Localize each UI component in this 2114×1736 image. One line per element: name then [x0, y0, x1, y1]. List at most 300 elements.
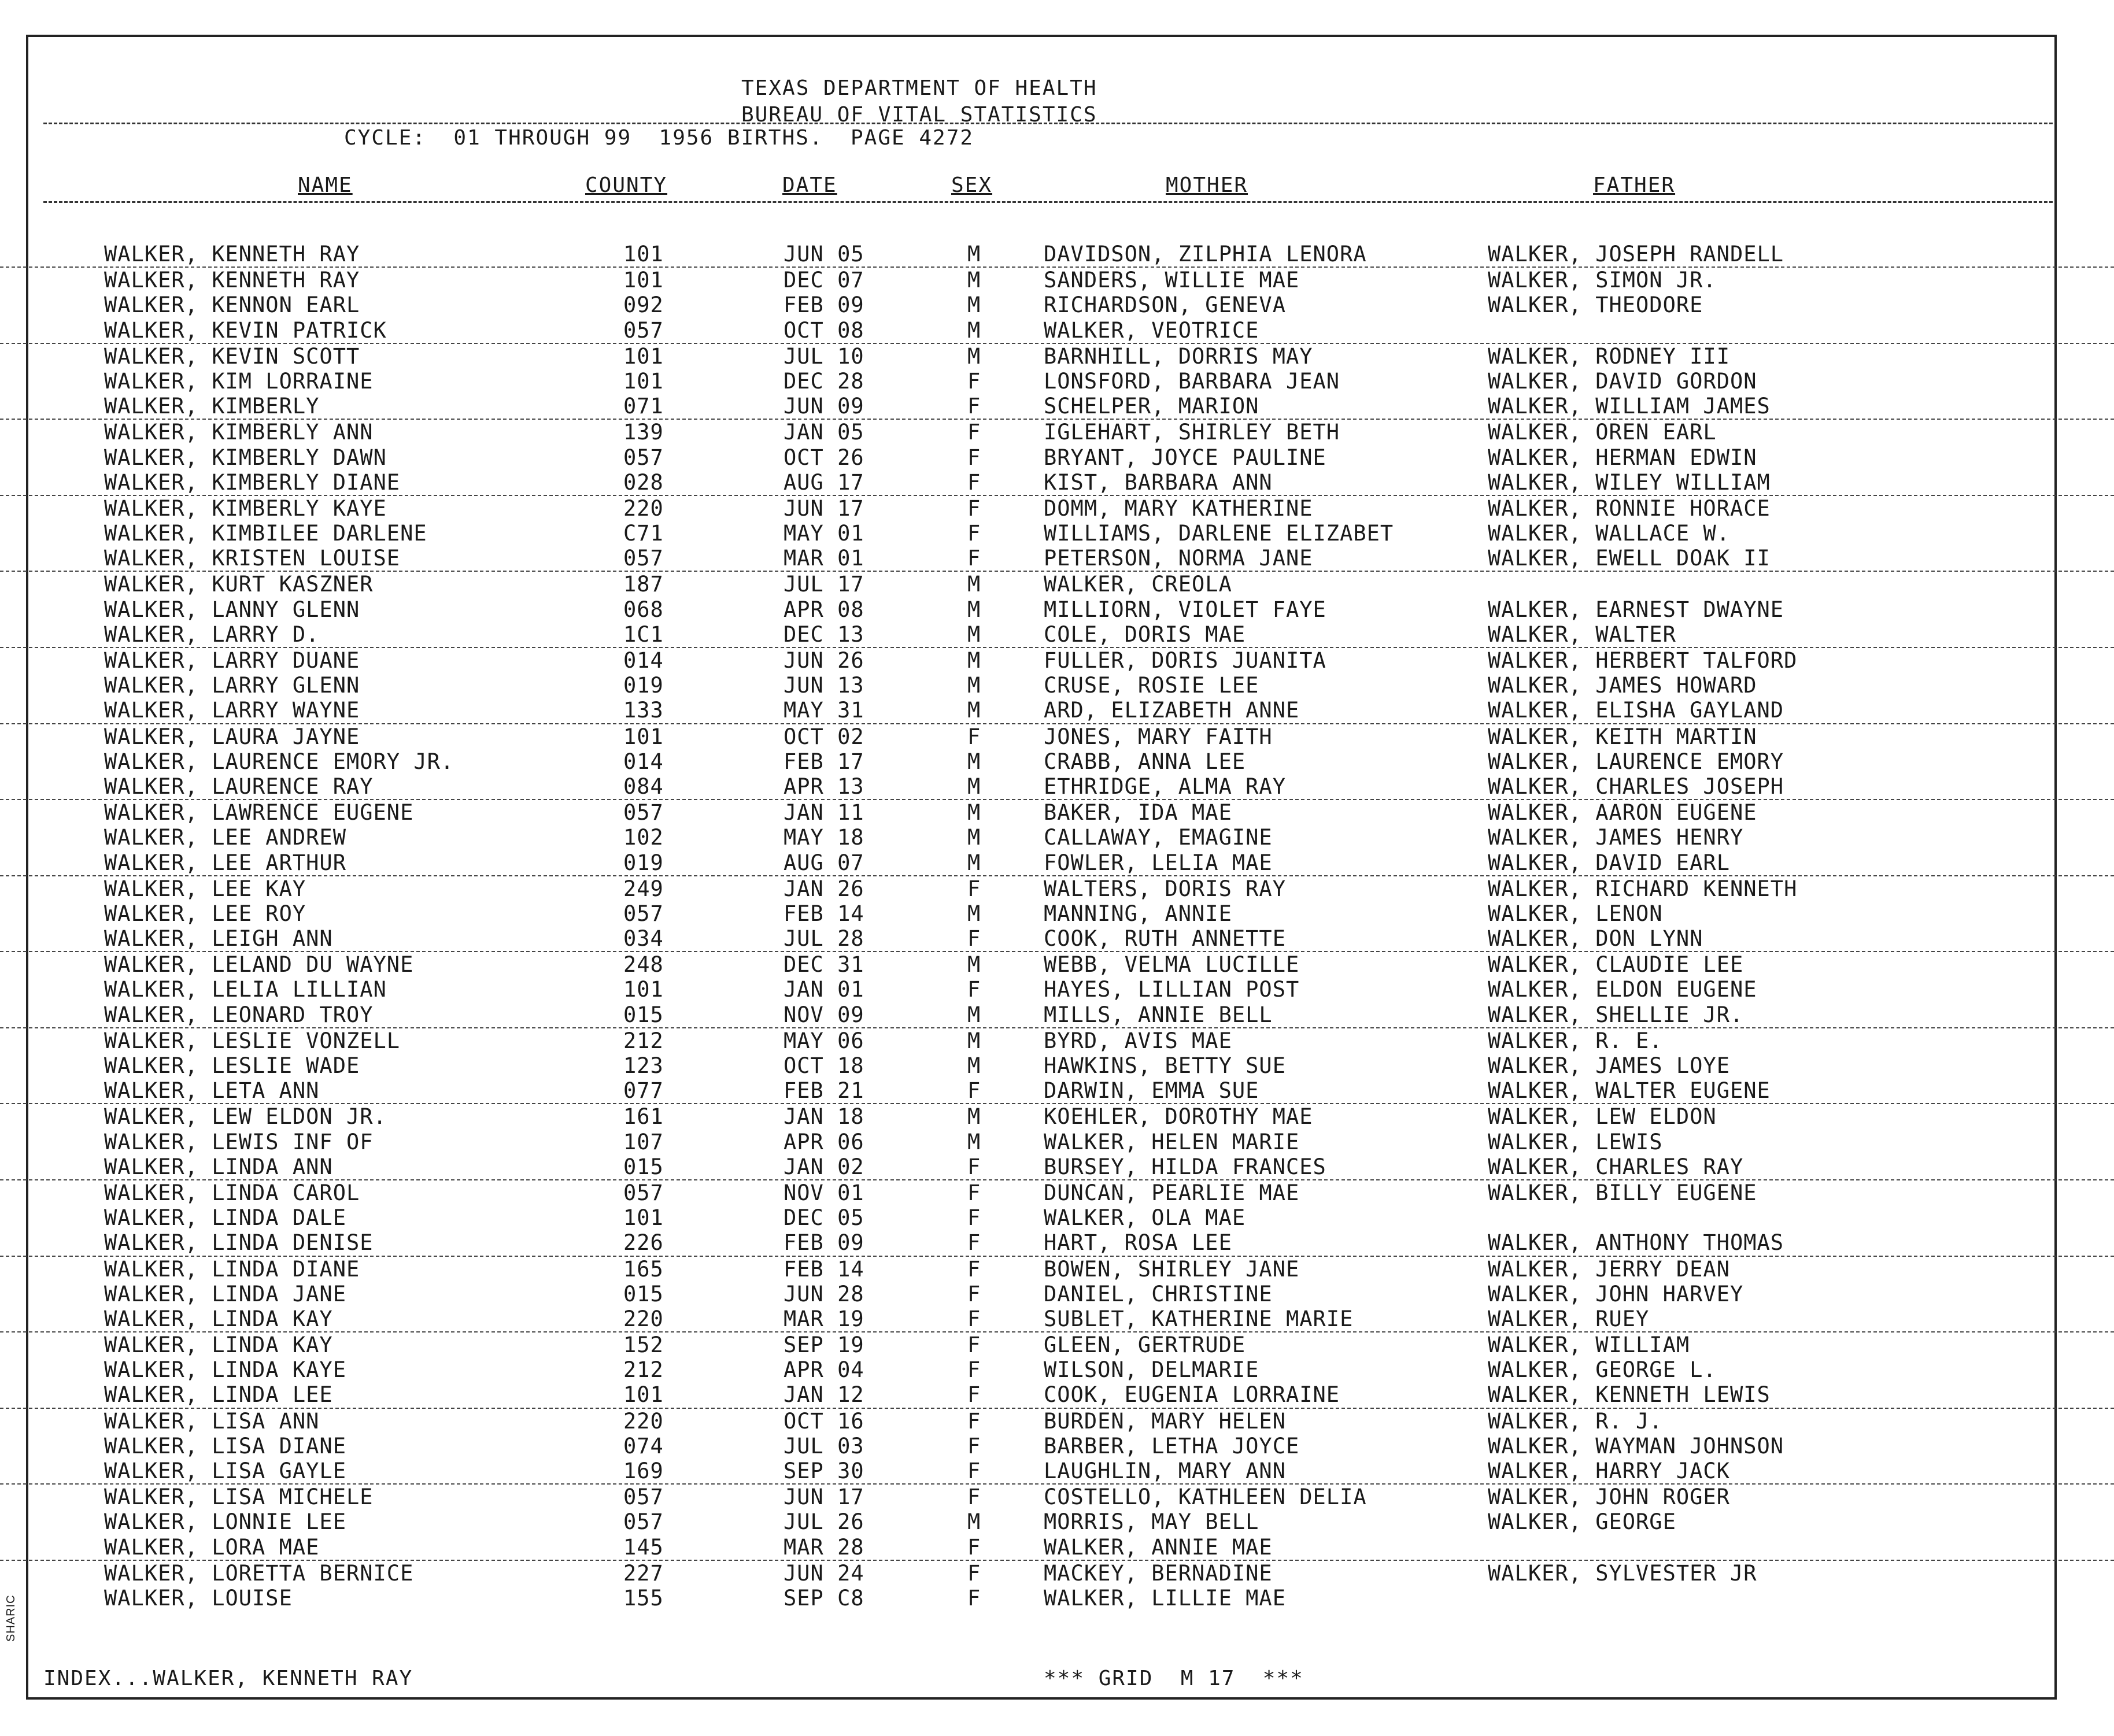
record-father: WALKER, SHELLIE JR. [1488, 1002, 1744, 1027]
record-father: WALKER, RICHARD KENNETH [1488, 876, 1798, 901]
record-sex: M [967, 317, 981, 343]
record-mother: BURSEY, HILDA FRANCES [1044, 1154, 1326, 1179]
record-father: WALKER, CHARLES RAY [1488, 1154, 1744, 1179]
record-mother: WALKER, ANNIE MAE [1044, 1534, 1273, 1560]
record-mother: HART, ROSA LEE [1044, 1230, 1232, 1256]
record-date: SEP 19 [783, 1332, 864, 1358]
record-county: 139 [623, 420, 664, 445]
record-mother: CRABB, ANNA LEE [1044, 749, 1246, 774]
record-mother: COOK, EUGENIA LORRAINE [1044, 1382, 1340, 1408]
record-name: WALKER, LEWIS INF OF [104, 1129, 374, 1154]
record-name: WALKER, LANNY GLENN [104, 597, 360, 622]
record-father: WALKER, CLAUDIE LEE [1488, 952, 1744, 978]
record-date: OCT 16 [783, 1408, 864, 1434]
record-row [0, 1154, 2114, 1180]
record-name: WALKER, LEE KAY [104, 876, 306, 901]
record-county: 074 [623, 1433, 664, 1459]
record-sex: M [967, 773, 981, 799]
record-date: SEP 30 [783, 1459, 864, 1483]
record-date: SEP C8 [783, 1585, 864, 1611]
record-sex: F [967, 1281, 981, 1306]
record-mother: IGLEHART, SHIRLEY BETH [1044, 420, 1340, 445]
record-county: 123 [623, 1053, 664, 1078]
record-sex: F [967, 445, 981, 470]
record-mother: SANDERS, WILLIE MAE [1044, 268, 1300, 293]
record-sex: F [967, 1357, 981, 1383]
record-county: 226 [623, 1230, 664, 1256]
record-father: WALKER, SIMON JR. [1488, 268, 1717, 293]
record-county: 019 [623, 850, 664, 875]
record-date: JUN 17 [783, 1485, 864, 1510]
record-sex: M [967, 1509, 981, 1535]
footer-grid: *** GRID M 17 *** [1044, 1667, 1304, 1690]
record-sex: F [967, 420, 981, 445]
record-county: 034 [623, 926, 664, 952]
record-father: WALKER, WAYMAN JOHNSON [1488, 1433, 1784, 1459]
record-name: WALKER, KENNETH RAY [104, 268, 360, 293]
record-date: DEC 05 [783, 1205, 864, 1231]
record-father: WALKER, R. J. [1488, 1408, 1663, 1434]
record-mother: WEBB, VELMA LUCILLE [1044, 952, 1300, 978]
record-county: 057 [623, 901, 664, 926]
record-date: OCT 18 [783, 1053, 864, 1078]
record-mother: DANIEL, CHRISTINE [1044, 1281, 1273, 1306]
record-date: DEC 31 [783, 952, 864, 978]
record-county: 101 [623, 242, 664, 266]
record-date: JUL 17 [783, 572, 864, 597]
record-row [0, 1282, 2114, 1306]
record-name: WALKER, KEVIN PATRICK [104, 317, 387, 343]
record-county: 057 [623, 800, 664, 826]
record-sex: F [967, 977, 981, 1002]
record-sex: F [967, 1585, 981, 1611]
record-row [0, 1332, 2114, 1357]
record-county: 101 [623, 1205, 664, 1231]
record-mother: WALKER, HELEN MARIE [1044, 1129, 1300, 1154]
side-mark: SHARIC [5, 1594, 17, 1642]
record-name: WALKER, KIMBERLY [104, 394, 320, 419]
record-date: FEB 09 [783, 293, 864, 318]
record-row [0, 293, 2114, 317]
record-county: 145 [623, 1534, 664, 1560]
record-name: WALKER, LINDA DALE [104, 1205, 346, 1231]
record-date: AUG 17 [783, 469, 864, 495]
record-father: WALKER, WILLIAM JAMES [1488, 394, 1771, 419]
record-sex: F [967, 368, 981, 394]
record-sex: M [967, 1028, 981, 1053]
record-county: 107 [623, 1129, 664, 1154]
record-date: FEB 21 [783, 1078, 864, 1104]
record-sex: F [967, 1433, 981, 1459]
record-row [0, 1205, 2114, 1230]
record-date: JUN 28 [783, 1281, 864, 1306]
record-row [0, 445, 2114, 470]
record-row [0, 572, 2114, 597]
record-mother: DAVIDSON, ZILPHIA LENORA [1044, 242, 1367, 266]
record-father: WALKER, DAVID GORDON [1488, 368, 1757, 394]
record-mother: BARNHILL, DORRIS MAY [1044, 343, 1313, 369]
record-row [0, 1459, 2114, 1485]
record-mother: BAKER, IDA MAE [1044, 800, 1232, 826]
record-row [0, 724, 2114, 749]
record-father: WALKER, DON LYNN [1488, 926, 1703, 952]
record-date: JAN 01 [783, 977, 864, 1002]
record-father: WALKER, ELISHA GAYLAND [1488, 698, 1784, 723]
record-date: JAN 26 [783, 876, 864, 901]
record-mother: MACKEY, BERNADINE [1044, 1560, 1273, 1586]
record-county: 169 [623, 1459, 664, 1483]
record-date: JUN 17 [783, 495, 864, 521]
record-father: WALKER, WILLIAM [1488, 1332, 1690, 1358]
record-father: WALKER, ANTHONY THOMAS [1488, 1230, 1784, 1256]
record-name: WALKER, LELIA LILLIAN [104, 977, 387, 1002]
record-date: MAY 06 [783, 1028, 864, 1053]
record-name: WALKER, KEVIN SCOTT [104, 343, 360, 369]
record-name: WALKER, LORA MAE [104, 1534, 320, 1560]
record-father: WALKER, JOHN HARVEY [1488, 1281, 1744, 1306]
record-father: WALKER, LENON [1488, 901, 1663, 926]
record-father: WALKER, WALLACE W. [1488, 521, 1730, 546]
record-county: 101 [623, 1382, 664, 1408]
record-father: WALKER, OREN EARL [1488, 420, 1717, 445]
record-date: FEB 09 [783, 1230, 864, 1256]
record-county: 014 [623, 648, 664, 673]
year-type: 1956 BIRTHS. [659, 126, 823, 150]
record-date: MAR 01 [783, 546, 864, 571]
record-sex: F [967, 1180, 981, 1205]
record-name: WALKER, KIMBERLY DAWN [104, 445, 387, 470]
record-name: WALKER, LEIGH ANN [104, 926, 333, 952]
col-header-name: NAME [298, 173, 353, 197]
column-header-divider [43, 201, 2053, 203]
record-father: WALKER, HARRY JACK [1488, 1459, 1730, 1483]
record-sex: M [967, 673, 981, 698]
record-county: C71 [623, 521, 664, 546]
record-sex: F [967, 521, 981, 546]
record-sex: M [967, 597, 981, 622]
record-sex: F [967, 1306, 981, 1331]
record-date: DEC 07 [783, 268, 864, 293]
record-county: 1C1 [623, 621, 664, 647]
record-county: 092 [623, 293, 664, 318]
record-father: WALKER, ELDON EUGENE [1488, 977, 1757, 1002]
record-father: WALKER, WILEY WILLIAM [1488, 469, 1771, 495]
record-date: JUN 13 [783, 673, 864, 698]
record-county: 101 [623, 268, 664, 293]
record-date: JUL 28 [783, 926, 864, 952]
record-sex: M [967, 1002, 981, 1027]
header-agency: TEXAS DEPARTMENT OF HEALTH [741, 76, 1097, 100]
record-sex: F [967, 1230, 981, 1256]
record-row [0, 1509, 2114, 1534]
record-row [0, 800, 2114, 825]
record-county: 057 [623, 1509, 664, 1535]
record-row [0, 876, 2114, 901]
record-father: WALKER, JAMES HOWARD [1488, 673, 1757, 698]
record-county: 101 [623, 368, 664, 394]
record-father: WALKER, BILLY EUGENE [1488, 1180, 1757, 1205]
record-name: WALKER, LINDA DIANE [104, 1256, 360, 1282]
record-county: 212 [623, 1028, 664, 1053]
record-sex: F [967, 1560, 981, 1586]
record-name: WALKER, LARRY DUANE [104, 648, 360, 673]
record-row [0, 1257, 2114, 1282]
record-row [0, 242, 2114, 268]
record-name: WALKER, LISA ANN [104, 1408, 320, 1434]
record-name: WALKER, LINDA DENISE [104, 1230, 374, 1256]
record-mother: LONSFORD, BARBARA JEAN [1044, 368, 1340, 394]
record-name: WALKER, KIMBILEE DARLENE [104, 521, 427, 546]
record-name: WALKER, LEE ANDREW [104, 825, 346, 850]
record-father: WALKER, JOSEPH RANDELL [1488, 242, 1784, 266]
record-name: WALKER, LISA DIANE [104, 1433, 346, 1459]
record-county: 015 [623, 1281, 664, 1306]
record-row [0, 521, 2114, 546]
record-name: WALKER, LEE ARTHUR [104, 850, 346, 875]
record-date: OCT 08 [783, 317, 864, 343]
record-father: WALKER, JAMES LOYE [1488, 1053, 1730, 1078]
record-county: 014 [623, 749, 664, 774]
record-name: WALKER, LINDA KAYE [104, 1357, 346, 1383]
record-father: WALKER, EWELL DOAK II [1488, 546, 1771, 571]
record-mother: HAYES, LILLIAN POST [1044, 977, 1300, 1002]
record-sex: F [967, 1485, 981, 1510]
header-divider-top [43, 123, 2053, 124]
record-name: WALKER, LAURA JAYNE [104, 724, 360, 749]
record-father: WALKER, R. E. [1488, 1028, 1663, 1053]
record-name: WALKER, LEE ROY [104, 901, 306, 926]
record-date: JAN 12 [783, 1382, 864, 1408]
record-mother: DOMM, MARY KATHERINE [1044, 495, 1313, 521]
record-mother: CRUSE, ROSIE LEE [1044, 673, 1259, 698]
record-date: NOV 01 [783, 1180, 864, 1205]
record-sex: F [967, 1205, 981, 1231]
record-county: 220 [623, 495, 664, 521]
record-county: 187 [623, 572, 664, 597]
record-date: MAR 28 [783, 1534, 864, 1560]
record-row [0, 344, 2114, 369]
record-father: WALKER, LAURENCE EMORY [1488, 749, 1784, 774]
record-name: WALKER, KIMBERLY DIANE [104, 469, 401, 495]
record-sex: M [967, 343, 981, 369]
record-sex: F [967, 724, 981, 749]
record-name: WALKER, KENNETH RAY [104, 242, 360, 266]
cycle-label: CYCLE: [344, 126, 427, 150]
record-name: WALKER, LETA ANN [104, 1078, 320, 1104]
record-row [0, 648, 2114, 673]
record-date: JUL 10 [783, 343, 864, 369]
record-row [0, 1078, 2114, 1104]
record-row [0, 1053, 2114, 1078]
record-sex: F [967, 469, 981, 495]
record-sex: F [967, 1459, 981, 1483]
record-county: 212 [623, 1357, 664, 1383]
record-row [0, 774, 2114, 800]
record-county: 152 [623, 1332, 664, 1358]
record-date: JAN 11 [783, 800, 864, 826]
record-date: MAY 01 [783, 521, 864, 546]
record-county: 077 [623, 1078, 664, 1104]
record-mother: BOWEN, SHIRLEY JANE [1044, 1256, 1300, 1282]
record-date: FEB 17 [783, 749, 864, 774]
header-cycle-line [344, 126, 974, 150]
record-row [0, 1357, 2114, 1382]
record-mother: WALTERS, DORIS RAY [1044, 876, 1286, 901]
record-date: MAY 18 [783, 825, 864, 850]
record-name: WALKER, LEONARD TROY [104, 1002, 374, 1027]
record-date: MAY 31 [783, 698, 864, 723]
record-name: WALKER, LINDA ANN [104, 1154, 333, 1179]
record-name: WALKER, LINDA JANE [104, 1281, 346, 1306]
record-date: APR 06 [783, 1129, 864, 1154]
record-county: 101 [623, 724, 664, 749]
record-row [0, 622, 2114, 648]
record-row [0, 698, 2114, 724]
record-date: DEC 28 [783, 368, 864, 394]
record-father: WALKER, JERRY DEAN [1488, 1256, 1730, 1282]
record-county: 220 [623, 1408, 664, 1434]
record-name: WALKER, LAURENCE EMORY JR. [104, 749, 454, 774]
record-mother: BRYANT, JOYCE PAULINE [1044, 445, 1326, 470]
record-name: WALKER, LARRY D. [104, 621, 320, 647]
record-name: WALKER, LOUISE [104, 1585, 293, 1611]
record-sex: M [967, 242, 981, 266]
record-date: FEB 14 [783, 901, 864, 926]
record-father: WALKER, HERBERT TALFORD [1488, 648, 1798, 673]
record-county: 071 [623, 394, 664, 419]
record-mother: BYRD, AVIS MAE [1044, 1028, 1232, 1053]
record-name: WALKER, LARRY GLENN [104, 673, 360, 698]
record-father: WALKER, JAMES HENRY [1488, 825, 1744, 850]
record-sex: F [967, 1408, 981, 1434]
record-row [0, 1028, 2114, 1053]
record-mother: MILLS, ANNIE BELL [1044, 1002, 1273, 1027]
record-name: WALKER, KIM LORRAINE [104, 368, 374, 394]
record-row [0, 318, 2114, 344]
record-father: WALKER, RONNIE HORACE [1488, 495, 1771, 521]
record-row [0, 1306, 2114, 1332]
record-date: JAN 05 [783, 420, 864, 445]
record-mother: ARD, ELIZABETH ANNE [1044, 698, 1300, 723]
footer-index [43, 1667, 413, 1690]
record-row [0, 977, 2114, 1002]
record-county: 161 [623, 1104, 664, 1130]
record-mother: PETERSON, NORMA JANE [1044, 546, 1313, 571]
record-name: WALKER, KENNON EARL [104, 293, 360, 318]
record-row [0, 597, 2114, 622]
record-mother: WALKER, VEOTRICE [1044, 317, 1259, 343]
record-mother: MANNING, ANNIE [1044, 901, 1232, 926]
record-sex: M [967, 800, 981, 826]
record-sex: F [967, 394, 981, 419]
record-name: WALKER, KIMBERLY ANN [104, 420, 374, 445]
record-name: WALKER, LAURENCE RAY [104, 773, 374, 799]
record-father: WALKER, CHARLES JOSEPH [1488, 773, 1784, 799]
record-row [0, 1409, 2114, 1434]
record-date: JAN 18 [783, 1104, 864, 1130]
record-row [0, 1002, 2114, 1028]
record-name: WALKER, LORETTA BERNICE [104, 1560, 414, 1586]
record-date: MAR 19 [783, 1306, 864, 1331]
record-mother: KOEHLER, DOROTHY MAE [1044, 1104, 1313, 1130]
record-county: 084 [623, 773, 664, 799]
record-row [0, 496, 2114, 521]
record-date: JUN 24 [783, 1560, 864, 1586]
record-mother: MILLIORN, VIOLET FAYE [1044, 597, 1326, 622]
record-sex: M [967, 698, 981, 723]
record-name: WALKER, KRISTEN LOUISE [104, 546, 401, 571]
record-sex: F [967, 1154, 981, 1179]
record-name: WALKER, LELAND DU WAYNE [104, 952, 414, 978]
record-county: 227 [623, 1560, 664, 1586]
record-mother: GLEEN, GERTRUDE [1044, 1332, 1246, 1358]
record-sex: F [967, 546, 981, 571]
col-header-county: COUNTY [585, 173, 668, 197]
record-sex: M [967, 1129, 981, 1154]
record-father: WALKER, HERMAN EDWIN [1488, 445, 1757, 470]
record-father: WALKER, LEWIS [1488, 1129, 1663, 1154]
col-header-date: DATE [782, 173, 837, 197]
record-county: 057 [623, 317, 664, 343]
record-name: WALKER, LISA GAYLE [104, 1459, 346, 1483]
record-sex: M [967, 621, 981, 647]
record-mother: CALLAWAY, EMAGINE [1044, 825, 1273, 850]
footer-index-name: WALKER, KENNETH RAY [153, 1667, 413, 1690]
record-county: 057 [623, 1180, 664, 1205]
record-name: WALKER, LONNIE LEE [104, 1509, 346, 1535]
record-mother: WALKER, CREOLA [1044, 572, 1232, 597]
record-date: JUN 26 [783, 648, 864, 673]
record-mother: JONES, MARY FAITH [1044, 724, 1273, 749]
record-county: 057 [623, 445, 664, 470]
record-date: JUN 09 [783, 394, 864, 419]
record-sex: M [967, 749, 981, 774]
record-mother: DARWIN, EMMA SUE [1044, 1078, 1259, 1104]
record-mother: KIST, BARBARA ANN [1044, 469, 1273, 495]
record-name: WALKER, LINDA KAY [104, 1332, 333, 1358]
record-county: 101 [623, 977, 664, 1002]
record-row [0, 1104, 2114, 1129]
record-sex: M [967, 1053, 981, 1078]
record-county: 220 [623, 1306, 664, 1331]
record-county: 101 [623, 343, 664, 369]
record-date: APR 08 [783, 597, 864, 622]
record-county: 068 [623, 597, 664, 622]
record-date: JUL 03 [783, 1433, 864, 1459]
record-name: WALKER, LINDA CAROL [104, 1180, 360, 1205]
record-name: WALKER, LISA MICHELE [104, 1485, 374, 1510]
record-row [0, 1434, 2114, 1459]
record-father: WALKER, SYLVESTER JR [1488, 1560, 1757, 1586]
record-father: WALKER, RODNEY III [1488, 343, 1730, 369]
record-county: 015 [623, 1154, 664, 1179]
record-county: 015 [623, 1002, 664, 1027]
col-header-sex: SEX [951, 173, 993, 197]
record-row [0, 1586, 2114, 1611]
record-father: WALKER, WALTER EUGENE [1488, 1078, 1771, 1104]
record-sex: F [967, 1256, 981, 1282]
record-sex: F [967, 1078, 981, 1104]
record-date: JUN 05 [783, 242, 864, 266]
record-date: APR 04 [783, 1357, 864, 1383]
record-mother: WILLIAMS, DARLENE ELIZABET [1044, 521, 1394, 546]
record-county: 248 [623, 952, 664, 978]
record-row [0, 268, 2114, 293]
record-mother: BARBER, LETHA JOYCE [1044, 1433, 1300, 1459]
record-county: 102 [623, 825, 664, 850]
record-sex: F [967, 1534, 981, 1560]
footer-index-label: INDEX... [43, 1667, 153, 1690]
